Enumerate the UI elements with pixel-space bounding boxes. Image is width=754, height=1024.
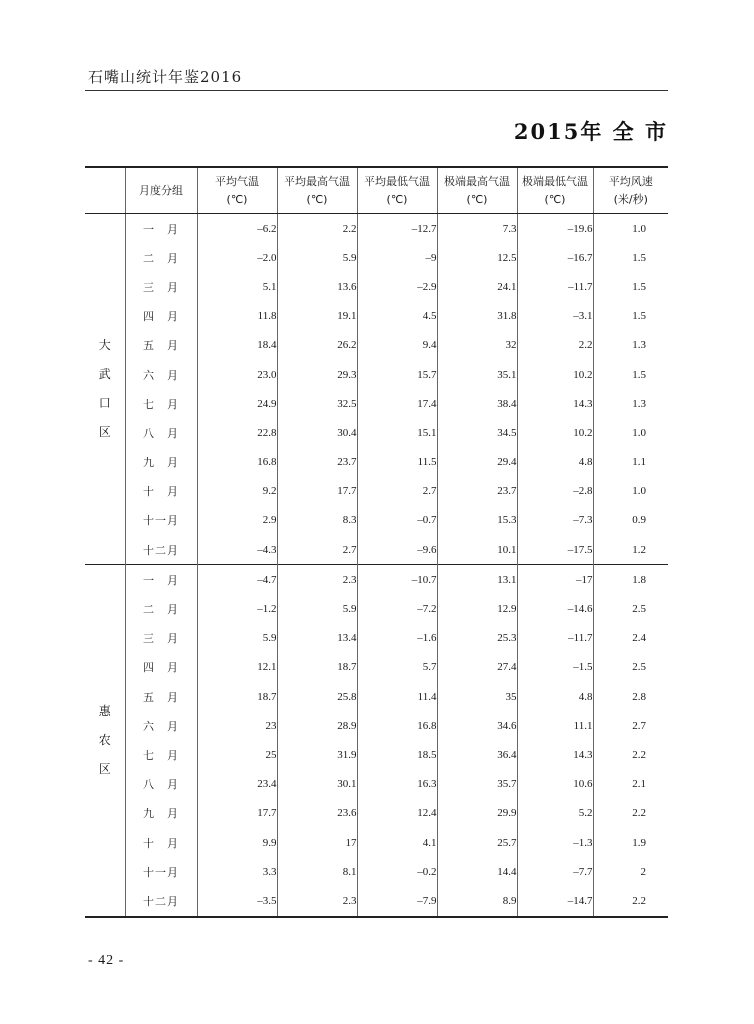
value-cell: 29.4 [437, 448, 517, 477]
page-title: 2015年 全 市 [513, 119, 668, 144]
value-cell: 3.3 [197, 857, 277, 886]
header-col-title: 平均最高气温 [284, 174, 350, 188]
value-cell: 1.5 [593, 272, 668, 301]
value-cell: 18.7 [277, 653, 357, 682]
value-cell: 1.1 [593, 448, 668, 477]
table-body [85, 214, 668, 917]
value-cell: 1.2 [593, 535, 668, 565]
month-label: 四 月 [125, 653, 197, 682]
month-label: 七 月 [125, 740, 197, 769]
value-cell: 30.4 [277, 418, 357, 447]
value-cell: –3.1 [517, 302, 593, 331]
table-row [85, 857, 668, 886]
value-cell: 25.8 [277, 682, 357, 711]
month-label: 一 月 [125, 565, 197, 595]
value-cell: 2.2 [593, 886, 668, 916]
value-cell: 7.3 [437, 214, 517, 244]
value-cell: 2.9 [197, 506, 277, 535]
header-col [357, 167, 437, 214]
month-label: 六 月 [125, 711, 197, 740]
region-name: 大武口区 [98, 338, 111, 440]
value-cell: 5.9 [277, 594, 357, 623]
table-row [85, 682, 668, 711]
value-cell: 5.2 [517, 799, 593, 828]
table-row [85, 360, 668, 389]
table-row [85, 418, 668, 447]
value-cell: 4.8 [517, 682, 593, 711]
value-cell: 18.4 [197, 331, 277, 360]
value-cell: 2.7 [593, 711, 668, 740]
value-cell: 32 [437, 331, 517, 360]
value-cell: 23.0 [197, 360, 277, 389]
value-cell: 29.3 [277, 360, 357, 389]
value-cell: 4.5 [357, 302, 437, 331]
value-cell: 14.3 [517, 389, 593, 418]
table-header-row [85, 167, 668, 214]
header-col-unit: (℃) [306, 192, 328, 206]
value-cell: 23 [197, 711, 277, 740]
value-cell: 16.8 [197, 448, 277, 477]
value-cell: –4.3 [197, 535, 277, 565]
value-cell: 29.9 [437, 799, 517, 828]
value-cell: –3.5 [197, 886, 277, 916]
value-cell: 17.7 [277, 477, 357, 506]
header-col [437, 167, 517, 214]
header-col-unit: (℃) [386, 192, 408, 206]
value-cell: –1.3 [517, 828, 593, 857]
value-cell: 12.9 [437, 594, 517, 623]
value-cell: 12.1 [197, 653, 277, 682]
value-cell: 26.2 [277, 331, 357, 360]
value-cell: –7.2 [357, 594, 437, 623]
value-cell: 13.4 [277, 624, 357, 653]
value-cell: –2.8 [517, 477, 593, 506]
table-row [85, 594, 668, 623]
value-cell: 8.3 [277, 506, 357, 535]
value-cell: –9.6 [357, 535, 437, 565]
value-cell: –7.7 [517, 857, 593, 886]
value-cell: 35 [437, 682, 517, 711]
table-row [85, 272, 668, 301]
value-cell: 1.5 [593, 302, 668, 331]
month-label: 九 月 [125, 799, 197, 828]
value-cell: –2.0 [197, 243, 277, 272]
header-col-title: 极端最高气温 [444, 174, 510, 188]
month-label: 十 月 [125, 477, 197, 506]
value-cell: 30.1 [277, 770, 357, 799]
header-region [85, 167, 125, 214]
value-cell: 2.7 [357, 477, 437, 506]
header-month: 月度分组 [125, 167, 197, 214]
value-cell: 12.4 [357, 799, 437, 828]
value-cell: 24.1 [437, 272, 517, 301]
value-cell: 9.4 [357, 331, 437, 360]
value-cell: 2.1 [593, 770, 668, 799]
header-col [277, 167, 357, 214]
header-col [593, 167, 668, 214]
value-cell: 15.1 [357, 418, 437, 447]
value-cell: –14.7 [517, 886, 593, 916]
value-cell: 10.1 [437, 535, 517, 565]
table-row [85, 565, 668, 595]
month-label: 八 月 [125, 770, 197, 799]
value-cell: –7.9 [357, 886, 437, 916]
table-row [85, 389, 668, 418]
table-row [85, 535, 668, 565]
month-label: 五 月 [125, 682, 197, 711]
value-cell: 1.9 [593, 828, 668, 857]
value-cell: 2.3 [277, 565, 357, 595]
header-col-title: 平均风速 [608, 174, 653, 188]
value-cell: 2.4 [593, 624, 668, 653]
table-row [85, 302, 668, 331]
month-label: 四 月 [125, 302, 197, 331]
header-col-title: 平均最低气温 [364, 174, 430, 188]
value-cell: 8.1 [277, 857, 357, 886]
month-label: 六 月 [125, 360, 197, 389]
month-label: 十二月 [125, 535, 197, 565]
region-name: 惠农区 [98, 703, 111, 776]
value-cell: 22.8 [197, 418, 277, 447]
value-cell: 0.9 [593, 506, 668, 535]
value-cell: 9.2 [197, 477, 277, 506]
value-cell: –6.2 [197, 214, 277, 244]
table-row [85, 477, 668, 506]
value-cell: –17.5 [517, 535, 593, 565]
month-label: 八 月 [125, 418, 197, 447]
month-label: 二 月 [125, 594, 197, 623]
value-cell: 23.7 [437, 477, 517, 506]
header-rule [85, 90, 668, 91]
value-cell: –9 [357, 243, 437, 272]
value-cell: –12.7 [357, 214, 437, 244]
value-cell: 2.2 [277, 214, 357, 244]
table-row [85, 448, 668, 477]
value-cell: 35.7 [437, 770, 517, 799]
value-cell: –7.3 [517, 506, 593, 535]
region-label [85, 214, 125, 565]
value-cell: 5.9 [277, 243, 357, 272]
value-cell: 4.8 [517, 448, 593, 477]
value-cell: 2 [593, 857, 668, 886]
table-row [85, 243, 668, 272]
value-cell: 11.4 [357, 682, 437, 711]
value-cell: 1.0 [593, 214, 668, 244]
value-cell: 2.2 [593, 740, 668, 769]
value-cell: 2.2 [517, 331, 593, 360]
value-cell: 14.3 [517, 740, 593, 769]
table-row [85, 770, 668, 799]
value-cell: 24.9 [197, 389, 277, 418]
table-row [85, 506, 668, 535]
table-row [85, 886, 668, 916]
page-number: - 42 - [88, 953, 125, 968]
value-cell: 25.7 [437, 828, 517, 857]
header-col-unit: (℃) [466, 192, 488, 206]
value-cell: –17 [517, 565, 593, 595]
value-cell: 2.3 [277, 886, 357, 916]
value-cell: 25.3 [437, 624, 517, 653]
header-col-title: 平均气温 [215, 174, 259, 188]
value-cell: 36.4 [437, 740, 517, 769]
region-label [85, 565, 125, 917]
value-cell: 15.7 [357, 360, 437, 389]
value-cell: 15.3 [437, 506, 517, 535]
table-row [85, 740, 668, 769]
value-cell: 23.6 [277, 799, 357, 828]
value-cell: –19.6 [517, 214, 593, 244]
month-label: 十一月 [125, 506, 197, 535]
value-cell: 2.7 [277, 535, 357, 565]
value-cell: 38.4 [437, 389, 517, 418]
value-cell: 13.1 [437, 565, 517, 595]
month-label: 十一月 [125, 857, 197, 886]
month-label: 七 月 [125, 389, 197, 418]
value-cell: 16.3 [357, 770, 437, 799]
value-cell: 19.1 [277, 302, 357, 331]
value-cell: 25 [197, 740, 277, 769]
value-cell: 27.4 [437, 653, 517, 682]
value-cell: –10.7 [357, 565, 437, 595]
value-cell: 35.1 [437, 360, 517, 389]
value-cell: –1.5 [517, 653, 593, 682]
month-label: 五 月 [125, 331, 197, 360]
running-head: 石嘴山统计年鉴2016 [88, 68, 243, 86]
value-cell: 31.9 [277, 740, 357, 769]
table-row [85, 828, 668, 857]
value-cell: 16.8 [357, 711, 437, 740]
value-cell: 1.3 [593, 331, 668, 360]
value-cell: 32.5 [277, 389, 357, 418]
value-cell: 2.5 [593, 594, 668, 623]
value-cell: 4.1 [357, 828, 437, 857]
value-cell: 23.7 [277, 448, 357, 477]
value-cell: 2.5 [593, 653, 668, 682]
value-cell: 17 [277, 828, 357, 857]
value-cell: –1.2 [197, 594, 277, 623]
value-cell: 1.3 [593, 389, 668, 418]
weather-table [85, 166, 668, 918]
value-cell: –1.6 [357, 624, 437, 653]
table-row [85, 624, 668, 653]
value-cell: 11.8 [197, 302, 277, 331]
value-cell: 11.5 [357, 448, 437, 477]
value-cell: –16.7 [517, 243, 593, 272]
header-col-unit: (℃) [544, 192, 566, 206]
table-row [85, 799, 668, 828]
table-row [85, 214, 668, 244]
value-cell: 10.6 [517, 770, 593, 799]
value-cell: –2.9 [357, 272, 437, 301]
value-cell: 5.9 [197, 624, 277, 653]
value-cell: 17.7 [197, 799, 277, 828]
table-row [85, 653, 668, 682]
value-cell: 11.1 [517, 711, 593, 740]
value-cell: 14.4 [437, 857, 517, 886]
value-cell: 2.8 [593, 682, 668, 711]
value-cell: –14.6 [517, 594, 593, 623]
value-cell: 10.2 [517, 418, 593, 447]
header-col-unit: (米/秒) [613, 192, 648, 206]
value-cell: 23.4 [197, 770, 277, 799]
value-cell: 1.0 [593, 477, 668, 506]
value-cell: 34.5 [437, 418, 517, 447]
month-label: 三 月 [125, 272, 197, 301]
header-col [517, 167, 593, 214]
table-row [85, 711, 668, 740]
value-cell: –4.7 [197, 565, 277, 595]
month-label: 十 月 [125, 828, 197, 857]
value-cell: 34.6 [437, 711, 517, 740]
value-cell: 8.9 [437, 886, 517, 916]
month-label: 二 月 [125, 243, 197, 272]
value-cell: 28.9 [277, 711, 357, 740]
month-label: 三 月 [125, 624, 197, 653]
value-cell: –11.7 [517, 624, 593, 653]
value-cell: 5.7 [357, 653, 437, 682]
value-cell: 18.5 [357, 740, 437, 769]
value-cell: 10.2 [517, 360, 593, 389]
value-cell: 12.5 [437, 243, 517, 272]
value-cell: 17.4 [357, 389, 437, 418]
value-cell: 1.5 [593, 360, 668, 389]
value-cell: 13.6 [277, 272, 357, 301]
header-col-title: 极端最低气温 [522, 174, 588, 188]
value-cell: 1.0 [593, 418, 668, 447]
header-col [197, 167, 277, 214]
month-label: 十二月 [125, 886, 197, 916]
value-cell: 9.9 [197, 828, 277, 857]
value-cell: –0.7 [357, 506, 437, 535]
month-label: 一 月 [125, 214, 197, 244]
header-col-unit: (℃) [226, 192, 248, 206]
value-cell: 1.5 [593, 243, 668, 272]
value-cell: –11.7 [517, 272, 593, 301]
value-cell: 31.8 [437, 302, 517, 331]
table-row [85, 331, 668, 360]
month-label: 九 月 [125, 448, 197, 477]
value-cell: –0.2 [357, 857, 437, 886]
value-cell: 18.7 [197, 682, 277, 711]
value-cell: 1.8 [593, 565, 668, 595]
value-cell: 2.2 [593, 799, 668, 828]
value-cell: 5.1 [197, 272, 277, 301]
